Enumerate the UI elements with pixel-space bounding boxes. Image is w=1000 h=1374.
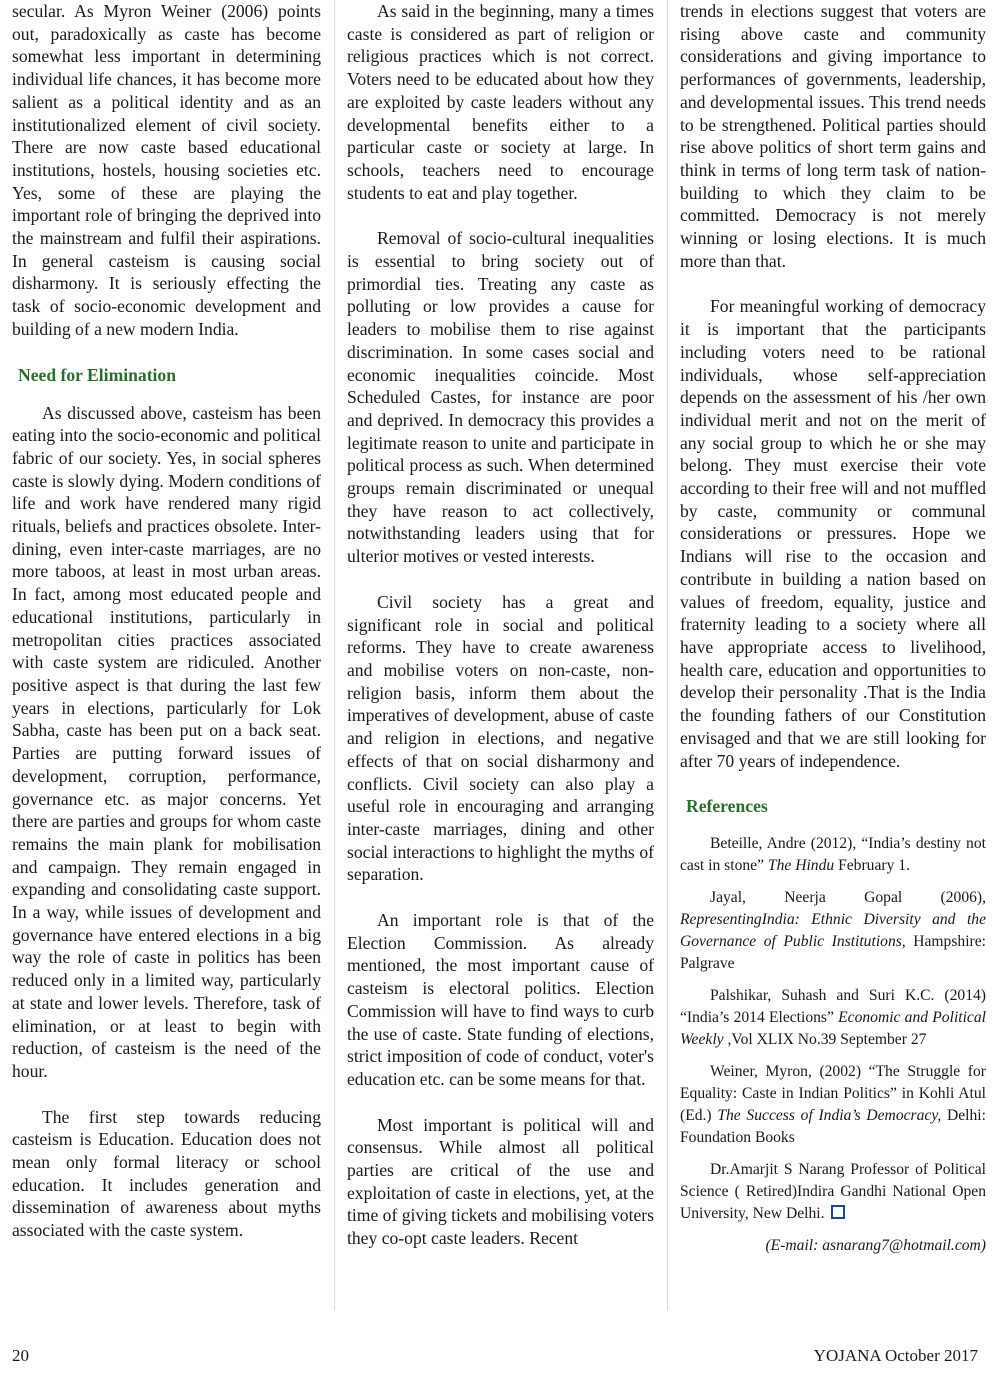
end-mark-icon [831, 1205, 845, 1219]
col2-paragraph-5: Most important is political will and consensus. While almost all political parties are critical of the use and exploitation of caste in elections, yet, at the time of giving tickets and mobilising voters they co-opt caste leaders. Recent [347, 1114, 654, 1249]
author-email: (E-mail: asnarang7@hotmail.com) [765, 1237, 986, 1255]
reference-detail: Delhi: Foundation Books [680, 1107, 986, 1147]
reference-source: RepresentingIndia: Ethnic Diversity and the Governance of Public Institutions, [680, 911, 986, 951]
column-2 [347, 0, 654, 1273]
col2-paragraph-2: Removal of socio-cultural inequalities is essential to bring society out of primordial ties. Treating any caste as polluting or low provides a cause for leaders to mobilise them to rise against discrimination. In some cases social and economic inequalities coincide. Most Scheduled Castes, for instance are poor and deprived. In democracy this provides a legitimate reason to unite and participate in political process as such. When determined groups remain discriminated or unequal they have reason to act collectively, notwithstanding leaders using that for ulterior motives or vested interests. [347, 228, 654, 567]
references-list [680, 833, 986, 1258]
col2-paragraph-3: Civil society has a great and significant role in social and political reforms. They have to create awareness and mobilise voters on non-caste, non-religion basis, inform them about the imperatives of development, abuse of caste and religion in elections, and negative effects of that on social disharmony and conflicts. Civil society can also play a useful role in encouraging and arranging inter-caste marriages, dining and other social interactions to highlight the myths of separation. [347, 591, 654, 885]
column-divider-1 [334, 0, 335, 1310]
column-divider-2 [667, 0, 668, 1310]
reference-item [680, 833, 986, 877]
col1-paragraph-3: The first step towards reducing casteism is Education. Education does not mean only formal literacy or school education. It includes generation and dissemination of awareness about myths associated with the caste system. [12, 1106, 321, 1241]
reference-source: The Success of India’s Democracy, [717, 1107, 942, 1125]
reference-source: The Hindu [767, 857, 835, 875]
reference-item [680, 985, 986, 1051]
reference-detail: Hampshire: Palgrave [680, 933, 987, 973]
page-number: 20 [12, 1346, 29, 1365]
magazine-footer: YOJANA October 2017 [813, 1346, 978, 1365]
col3-paragraph-2: For meaningful working of democracy it is important that the participants including voters need to be rational individuals, whose self-appreciation depends on the assessment of his /her own individual merit and not on the merit of any social group to which he or she may belong. They must exercise their vote according to their free will and not muffled by caste, community or communal considerations or pressures. Hope we Indians will rise to the occasion and contribute in building a nation based on values of freedom, equality, justice and fraternity leading to a society where all have appropriate access to livelihood, health care, education and opportunities to develop their personality .That is the India the founding fathers of our Constitution envisaged and that we are still looking for after 70 years of independence. [680, 296, 986, 771]
col1-paragraph-1: secular. As Myron Weiner (2006) points out, paradoxically as caste has become somewhat less important in determining individual life chances, it has become more salient as a political identity and as an institutionalized element of civil society. There are now caste based educational institutions, hostels, housing societies etc. Yes, some of these are playing the important role of bringing the deprived into the mainstream and fulfil their aspirations. In general casteism is causing social disharmony. It is seriously effecting the task of socio-economic development and building of a new modern India. [12, 1, 321, 339]
reference-detail: ,Vol XLIX No.39 September 27 [723, 1031, 927, 1049]
reference-item [680, 887, 986, 975]
reference-text: Weiner, Myron, (2002) “The Struggle for Equality: Caste in Indian Politics” in Kohli Atul (Ed.) [680, 1063, 986, 1125]
reference-detail: February 1. [834, 857, 910, 875]
reference-text: Palshikar, Suhash and Suri K.C. (2014) “India’s 2014 Elections” [680, 987, 986, 1027]
reference-source: Economic and Political Weekly [680, 1009, 986, 1049]
author-bio [680, 1159, 986, 1225]
section-heading-references: References [686, 796, 768, 817]
col2-paragraph-4: An important role is that of the Election Commission. As already mentioned, the most important cause of casteism is electoral politics. Election Commission will have to find ways to curb the use of caste. State funding of elections, strict imposition of code of conduct, voter's education etc. can be some means for that. [347, 910, 654, 1089]
reference-text: Beteille, Andre (2012), “India’s destiny not cast in stone” [680, 835, 986, 875]
reference-text: Jayal, Neerja Gopal (2006), [710, 889, 986, 907]
section-heading-need-for-elimination: Need for Elimination [18, 364, 177, 385]
author-bio-text: Dr.Amarjit S Narang Professor of Political Science ( Retired)Indira Gandhi National Open University, New Delhi. [680, 1161, 986, 1223]
col2-paragraph-1: As said in the beginning, many a times caste is considered as part of religion or religious practices which is not correct. Voters need to be educated about how they are exploited by caste leaders without any developmental benefits either to a particular caste or society at large. In schools, teachers need to encourage students to eat and play together. [347, 1, 654, 203]
reference-item [680, 1061, 986, 1149]
column-3 [680, 0, 986, 1258]
column-1 [12, 0, 321, 1265]
col3-paragraph-1: trends in elections suggest that voters are rising above caste and community considerations and giving importance to performances of governments, leadership, and developmental issues. This trend needs to be strengthened. Political parties should rise above politics of short term gains and think in terms of long term task of nation-building to which they claim to be committed. Democracy is not merely winning or losing elections. It is much more than that. [680, 1, 986, 271]
col1-paragraph-2: As discussed above, casteism has been eating into the socio-economic and political fabric of our society. Yes, in social spheres caste is slowly dying. Modern conditions of life and work have rendered many rigid rituals, beliefs and practices obsolete. Inter-dining, even inter-caste marriages, are no more taboos, at least in most urban areas. In fact, among most educated people and educational institutions, particularly in metropolitan cities practices associated with caste system are ridiculed. Another positive aspect is that during the last few years in elections, particularly for Lok Sabha, caste has been put on a back seat. Parties are putting forward issues of development, corruption, performance, governance etc. as major concerns. Yet there are parties and groups for whom caste remains the main plank for mobilisation and campaign. They remain engaged in expanding and consolidating caste support. In a way, while issues of development and governance have entered elections in a big way the role of caste in politics has been reduced only in a limited way, particularly at state and lower levels. Therefore, task of elimination, or at least to begin with reduction, of casteism is the need of the hour. [12, 402, 321, 1081]
